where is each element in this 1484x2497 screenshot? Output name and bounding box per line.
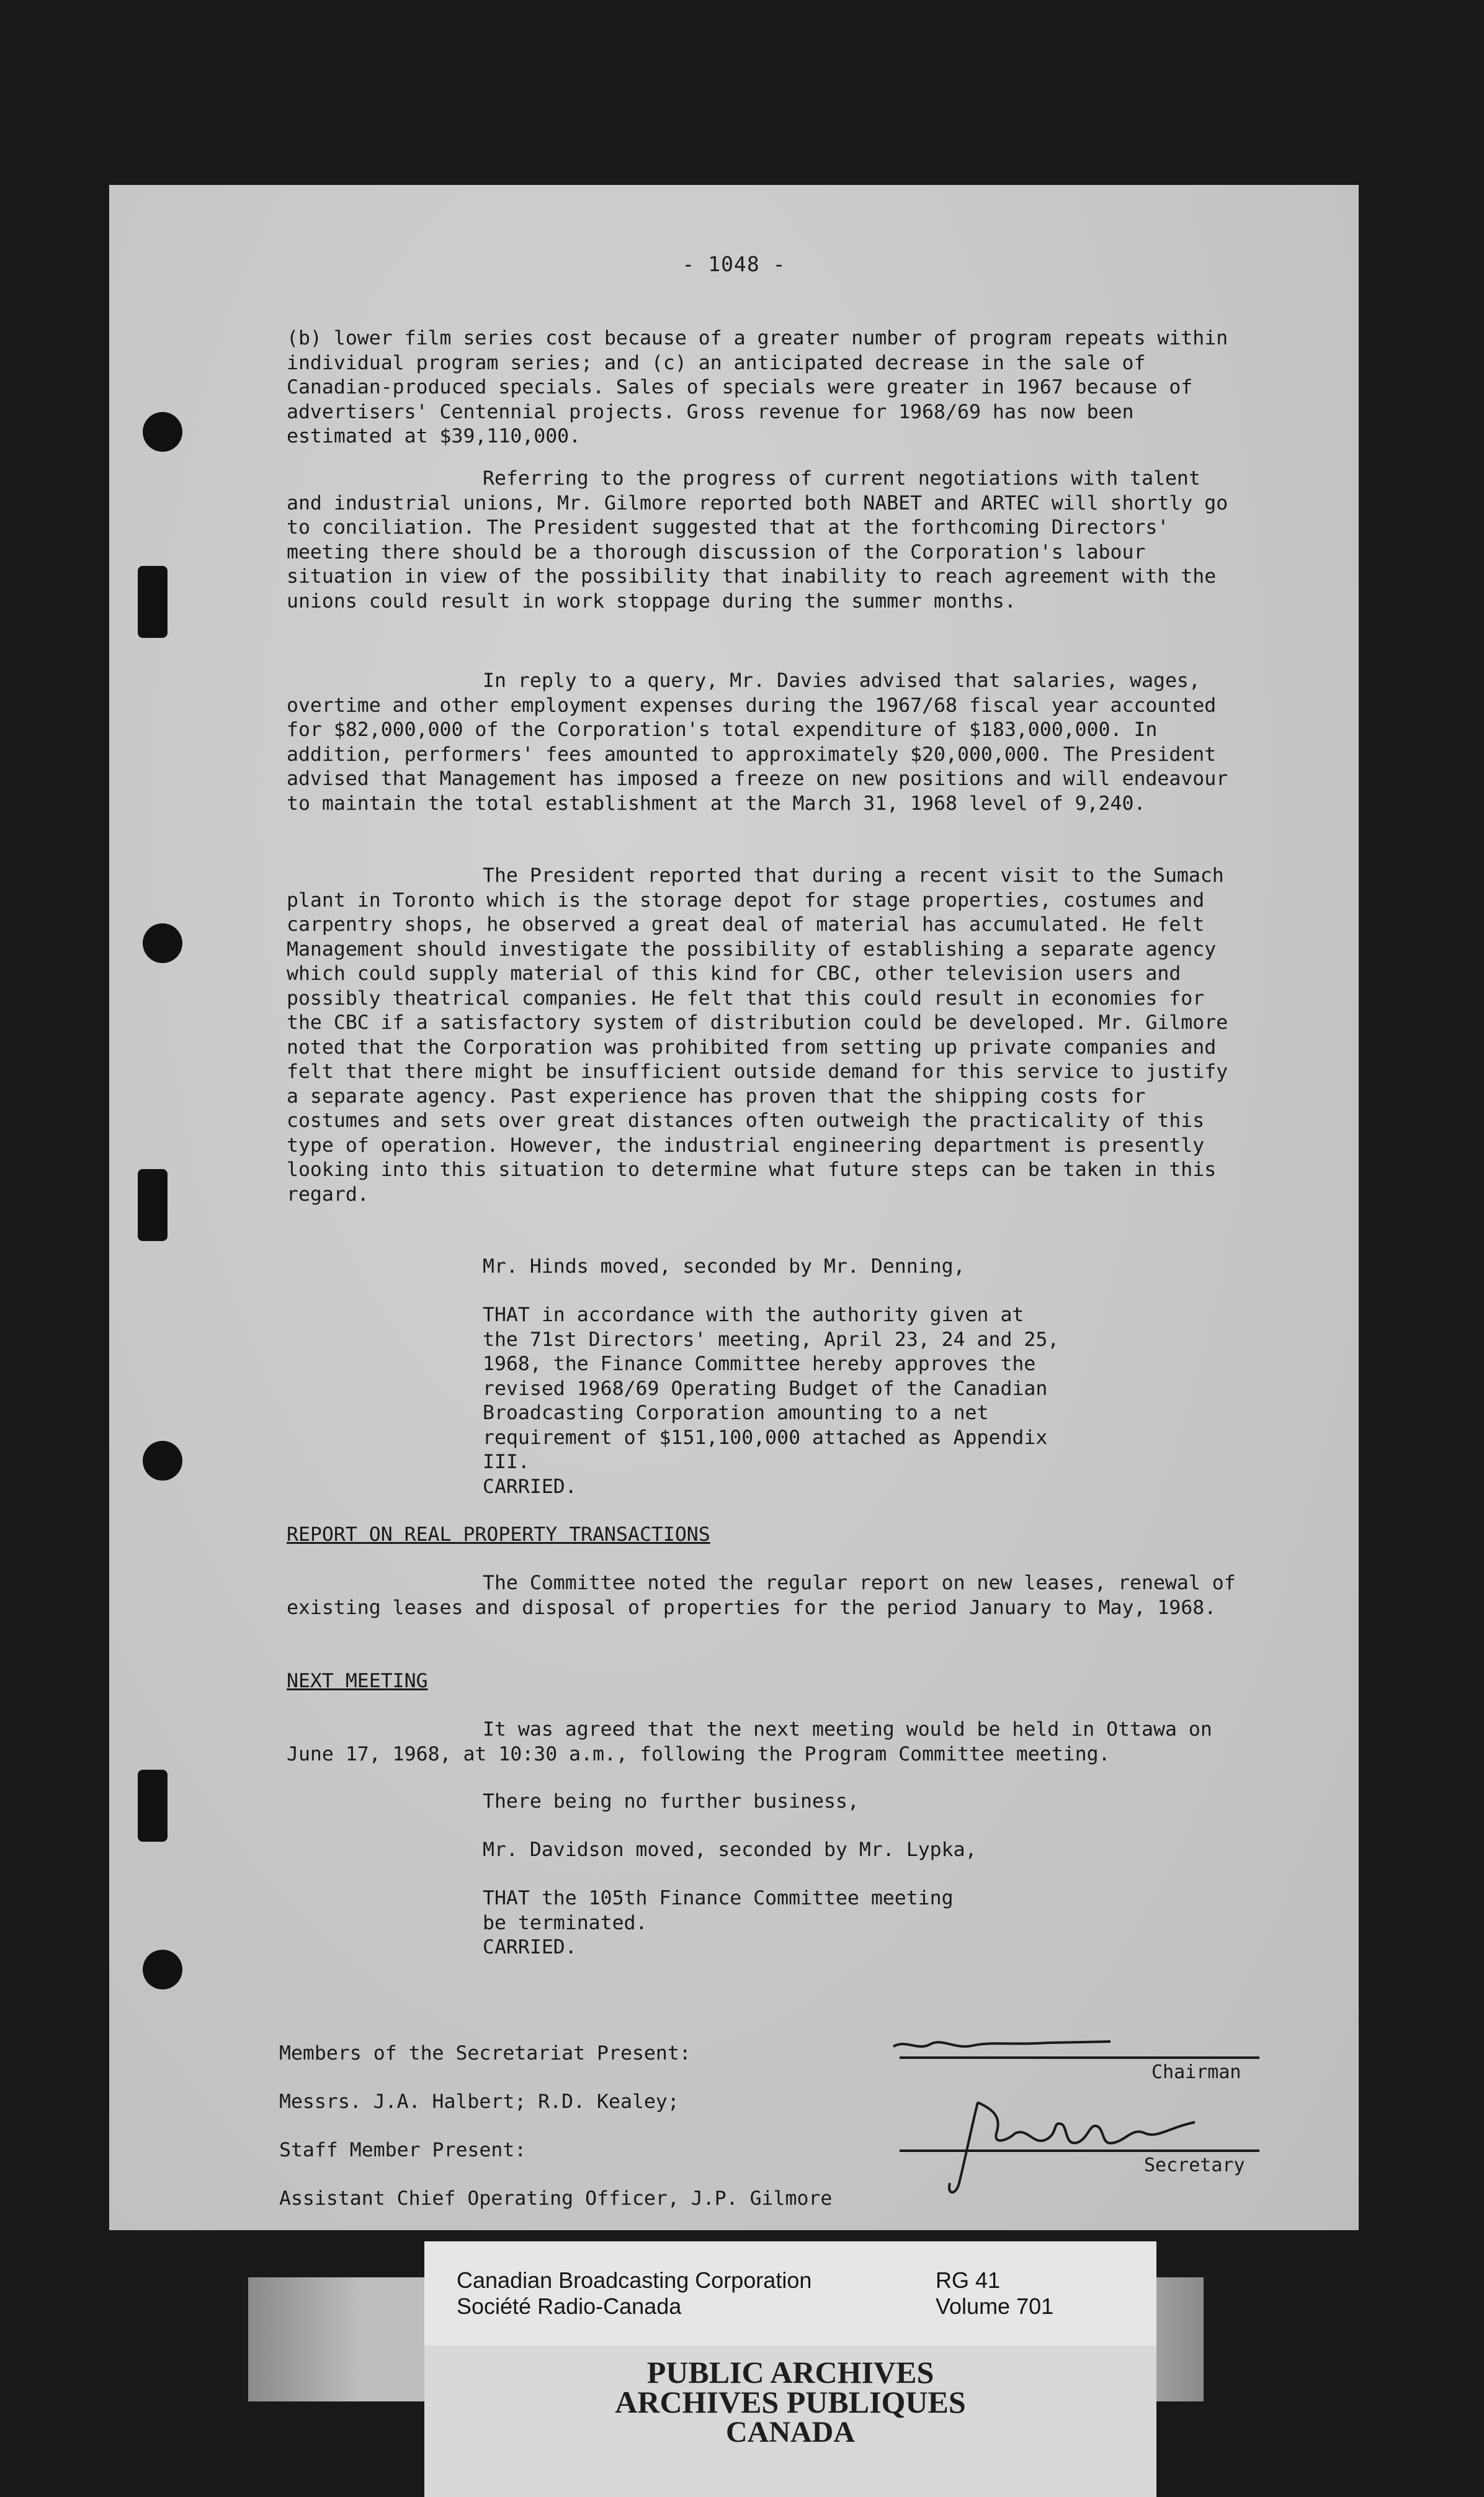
binder-hole — [143, 412, 182, 452]
stamp-line-3: CANADA — [726, 2416, 855, 2449]
closing-motion-intro: Mr. Davidson moved, seconded by Mr. Lypka, — [483, 1839, 977, 1861]
closing-resolution — [483, 1886, 979, 1960]
org-name-en: Canadian Broadcasting Corporation — [457, 2267, 812, 2293]
page-number: - 1048 - — [682, 252, 786, 276]
chairman-line — [900, 2056, 1259, 2059]
org-name-fr: Société Radio-Canada — [457, 2293, 682, 2319]
stamp-line-2: ARCHIVES PUBLIQUES — [615, 2385, 966, 2419]
stamp-line-1: PUBLIC ARCHIVES — [646, 2355, 934, 2390]
archive-reference-label — [424, 2241, 1156, 2346]
paragraph-4 — [287, 864, 1242, 1207]
public-archives-stamp — [424, 2346, 1156, 2497]
paragraph-1 — [287, 326, 1242, 449]
binder-hole — [143, 1441, 182, 1481]
paragraph-text: The President reported that during a recent visit to the Sumach plant in Toronto which is the storage depot for stage properties, costumes and carpentry shops, he observed a great deal of material has accumulated. He felt Management should investigate the possibility of establishing a separate agency which could supply material of this kind for CBC, other television users and possibly theatrical companies. He felt that this could result in economies for the CBC if a satisfactory system of distribution could be developed. Mr. Gilmore noted that the Corporation was prohibited from setting up private companies and felt that there might be insufficient outside demand for this service to justify a separate agency. Past experience has proven that the shipping costs for costumes and sets over great distances often outweigh the practicality of this type of operation. However, the industrial engineering department is presently looking into this situation to determine what future steps can be taken in this regard. — [287, 864, 1228, 1206]
paragraph-3 — [287, 669, 1242, 816]
secretary-label: Secretary — [1144, 2154, 1245, 2176]
record-group: RG 41 — [936, 2267, 1001, 2293]
paragraph-text: The Committee noted the regular report on new leases, renewal of existing leases and disposal of properties for the period January to May, 1968. — [287, 1572, 1236, 1619]
secretary-signature — [934, 2090, 1220, 2202]
binder-slot — [138, 1169, 168, 1241]
paragraph-2 — [287, 467, 1242, 614]
next-meeting-heading: NEXT MEETING — [287, 1670, 428, 1692]
paragraph-text: (b) lower film series cost because of a greater number of program repeats within individual program series; and (c) an anticipated decrease in the sale of Canadian-produced specials. Sales of specials were greater in 1967 because of advertisers' Centennial projects. Gross revenue for 1968/69 has now been estimated at $39,110,000. — [287, 327, 1228, 447]
carried-label: CARRIED. — [483, 1475, 577, 1498]
staff-names: Assistant Chief Operating Officer, J.P. Gilmore — [279, 2187, 833, 2210]
real-property-heading: REPORT ON REAL PROPERTY TRANSACTIONS — [287, 1523, 710, 1546]
binder-hole — [143, 923, 182, 963]
staff-label: Staff Member Present: — [279, 2139, 527, 2161]
next-meeting-paragraph — [287, 1718, 1242, 1767]
binder-slot — [138, 1770, 168, 1842]
paragraph-text: It was agreed that the next meeting would be held in Ottawa on June 17, 1968, at 10:30 a.m., following the Program Committee meeting. — [287, 1718, 1212, 1765]
document-page — [109, 185, 1359, 2230]
carried-label: CARRIED. — [483, 1936, 577, 1958]
real-property-paragraph — [287, 1571, 1242, 1620]
motion-intro: Mr. Hinds moved, seconded by Mr. Denning, — [483, 1255, 965, 1278]
secretariat-label: Members of the Secretariat Present: — [279, 2042, 691, 2064]
motion-resolution — [483, 1303, 1060, 1499]
paragraph-text: In reply to a query, Mr. Davies advised that salaries, wages, overtime and other employment expenses during the 1967/68 fiscal year accounted for $82,000,000 of the Corporation's total expenditure of $183,000,000. In addition, performers' fees amounted to approximately $20,000,000. The President advised that Management has imposed a freeze on new positions and will endeavour to maintain the total establishment at the March 31, 1968 level of 9,240. — [287, 670, 1228, 815]
secretary-line — [900, 2150, 1259, 2152]
resolution-text: THAT the 105th Finance Committee meeting be terminated. — [483, 1887, 954, 1934]
chairman-label: Chairman — [1151, 2061, 1241, 2083]
secretariat-names: Messrs. J.A. Halbert; R.D. Kealey; — [279, 2091, 679, 2113]
binder-hole — [143, 1950, 182, 1989]
volume-number: Volume 701 — [936, 2293, 1054, 2319]
strip-shade — [248, 2277, 360, 2401]
resolution-text: THAT in accordance with the authority given at the 71st Directors' meeting, April 23, 24 and 25, 1968, the Finance Committee hereby approves the revised 1968/69 Operating Budget of the Canadian Broadcasting Corporation amounting to a net requirement of $151,100,000 attached as Appendix III. — [483, 1304, 1060, 1473]
paragraph-text: Referring to the progress of current negotiations with talent and industrial unions, Mr. Gilmore reported both NABET and ARTEC will shortly go to conciliation. The President suggested that at the forthcoming Directors' meeting there should be a thorough discussion of the Corporation's labour situation in view of the possibility that inability to reach agreement with the unions could result in work stoppage during the summer months. — [287, 467, 1228, 612]
no-further-business: There being no further business, — [483, 1790, 859, 1813]
binder-slot — [138, 566, 168, 638]
